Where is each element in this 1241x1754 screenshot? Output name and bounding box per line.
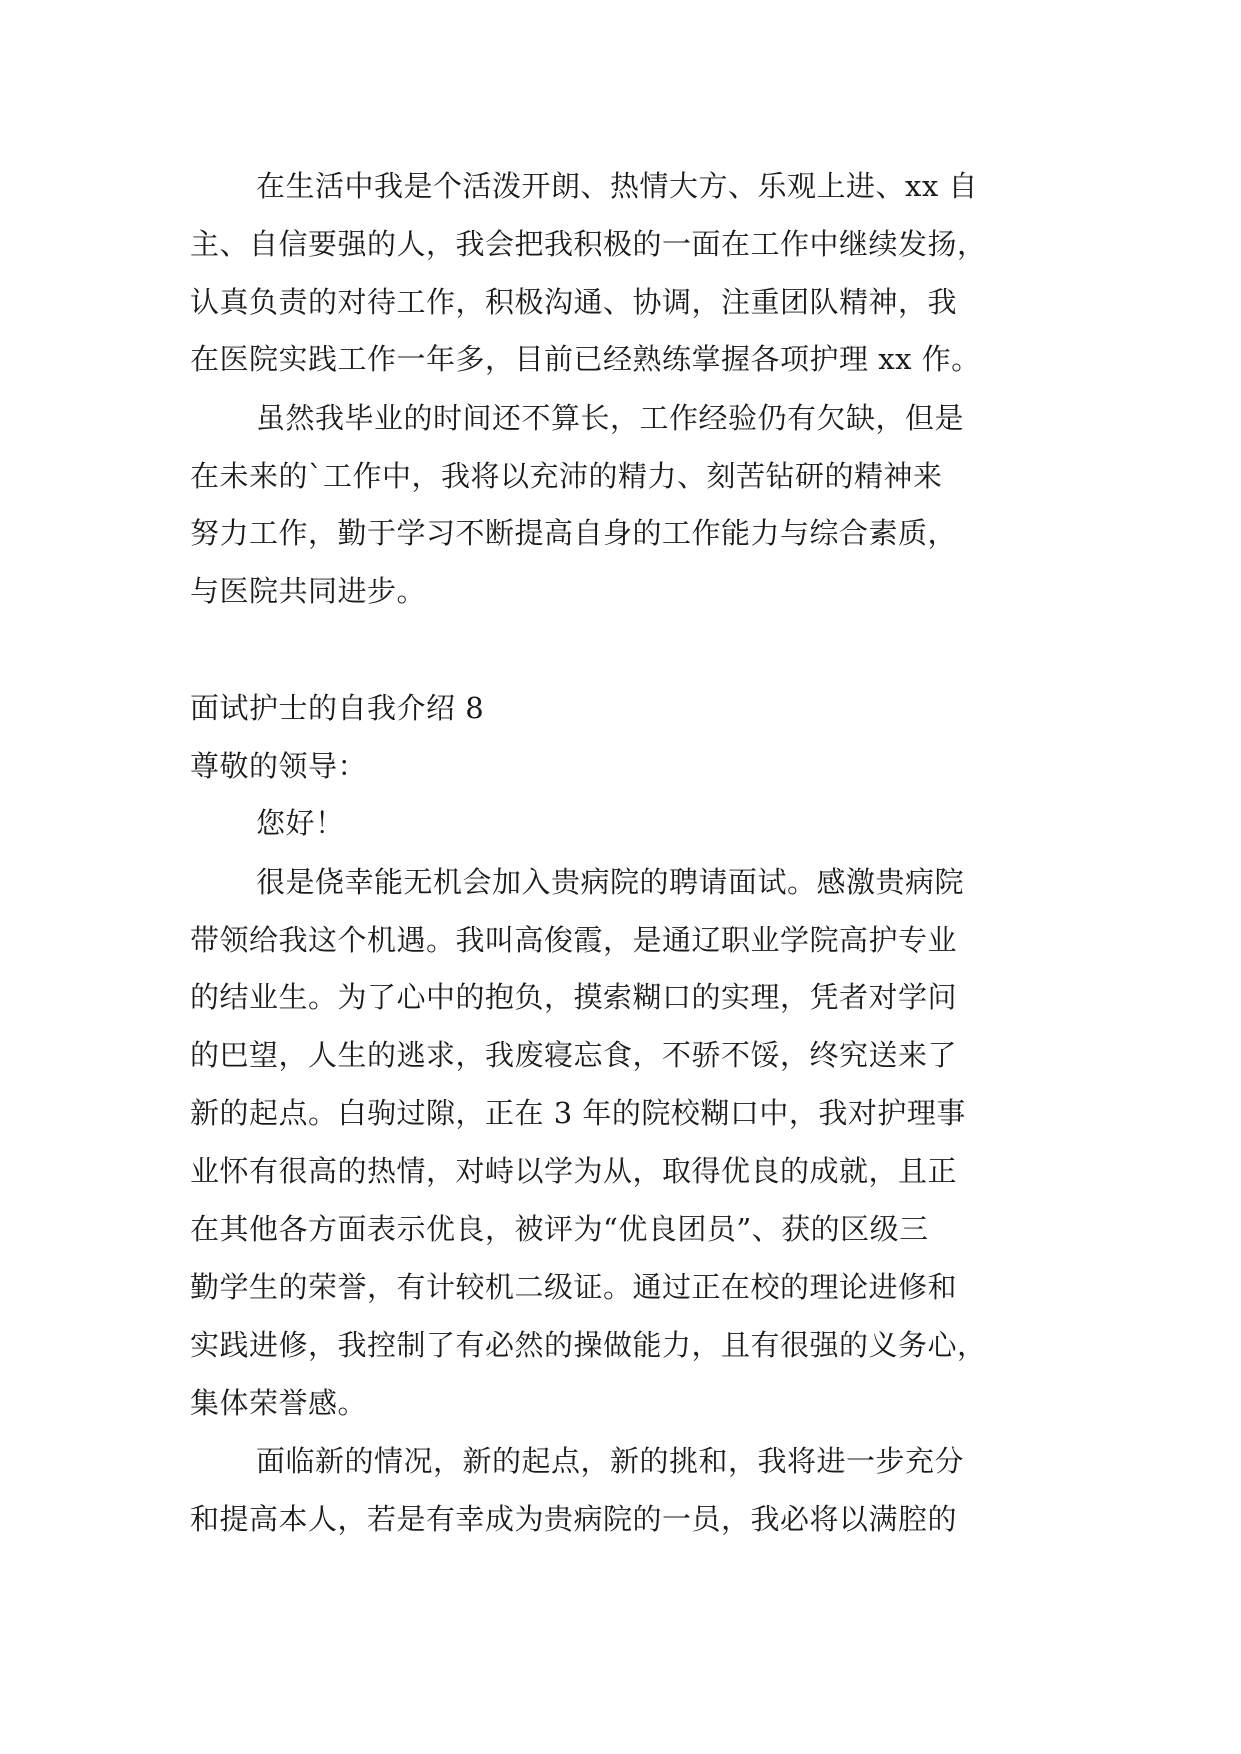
paragraph-3-line: 的结业生。为了心中的抱负，摸索糊口的实理，凭者对学问 <box>190 980 958 1014</box>
paragraph-4-line: 面临新的情况，新的起点，新的挑和，我将进一步充分 <box>256 1444 965 1478</box>
paragraph-3-line: 勤学生的荣誉，有计较机二级证。通过正在校的理论进修和 <box>190 1270 958 1304</box>
paragraph-1-line: 在生活中我是个活泼开朗、热情大方、乐观上进、xx 自 <box>256 169 978 203</box>
paragraph-2-line: 努力工作，勤于学习不断提高自身的工作能力与综合素质， <box>190 516 958 550</box>
paragraph-2-line: 与医院共同进步。 <box>190 574 427 608</box>
paragraph-4-line: 和提高本人，若是有幸成为贵病院的一员，我必将以满腔的 <box>190 1502 958 1536</box>
paragraph-1-line: 在医院实践工作一年多，目前已经熟练掌握各项护理 xx 作。 <box>190 342 981 376</box>
paragraph-3-line: 很是侥幸能无机会加入贵病院的聘请面试。感激贵病院 <box>256 865 965 899</box>
section-title: 面试护士的自我介绍 8 <box>190 691 485 725</box>
paragraph-3-line: 的巴望，人生的逃求，我废寝忘食，不骄不馁，终究送来了 <box>190 1038 958 1072</box>
greeting: 您好！ <box>256 806 345 840</box>
paragraph-1-line: 认真负责的对待工作，积极沟通、协调，注重团队精神，我 <box>190 285 958 319</box>
paragraph-2-line: 虽然我毕业的时间还不算长，工作经验仍有欠缺，但是 <box>256 401 965 435</box>
paragraph-1-line: 主、自信要强的人，我会把我积极的一面在工作中继续发扬， <box>190 227 987 261</box>
paragraph-3-line: 带领给我这个机遇。我叫高俊霞，是通辽职业学院高护专业 <box>190 923 958 957</box>
paragraph-3-line: 在其他各方面表示优良，被评为“优良团员”、获的区级三 <box>190 1212 929 1246</box>
paragraph-3-line: 实践进修，我控制了有必然的操做能力，且有很强的义务心， <box>190 1328 987 1362</box>
paragraph-3-line: 集体荣誉感。 <box>190 1386 368 1420</box>
paragraph-3-line: 业怀有很高的热情，对峙以学为从，取得优良的成就，且正 <box>190 1154 958 1188</box>
paragraph-2-line: 在未来的`工作中，我将以充沛的精力、刻苦钻研的精神来 <box>190 459 943 493</box>
salutation: 尊敬的领导： <box>190 749 368 783</box>
paragraph-3-line: 新的起点。白驹过隙，正在 3 年的院校糊口中，我对护理事 <box>190 1096 966 1130</box>
